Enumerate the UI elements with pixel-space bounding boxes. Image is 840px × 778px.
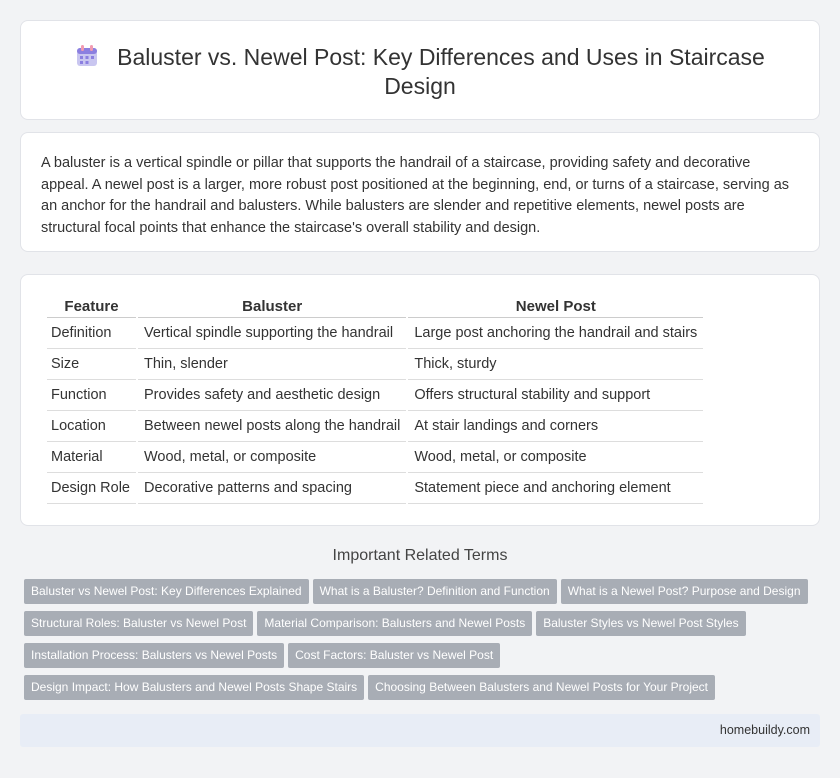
table-cell: Definition (47, 318, 136, 349)
related-tag[interactable]: Installation Process: Balusters vs Newel Posts (24, 643, 284, 668)
footer (20, 714, 820, 747)
related-tag[interactable]: What is a Baluster? Definition and Function (313, 579, 557, 604)
table-cell: Large post anchoring the handrail and stairs (408, 318, 703, 349)
table-cell: Location (47, 411, 136, 442)
table-header-cell: Baluster (138, 295, 406, 318)
calendar-icon (75, 44, 99, 68)
related-tag[interactable]: Choosing Between Balusters and Newel Posts for Your Project (368, 675, 715, 700)
related-tag[interactable]: Baluster vs Newel Post: Key Differences Explained (24, 579, 309, 604)
related-tag[interactable]: Baluster Styles vs Newel Post Styles (536, 611, 745, 636)
comparison-table (45, 295, 705, 504)
table-cell: Material (47, 442, 136, 473)
table-cell: Thick, sturdy (408, 349, 703, 380)
table-row (47, 318, 703, 349)
table-cell: Size (47, 349, 136, 380)
table-cell: Thin, slender (138, 349, 406, 380)
table-header-row (47, 295, 703, 318)
related-tag[interactable]: Material Comparison: Balusters and Newel Posts (257, 611, 532, 636)
footer-site[interactable]: homebuildy.com (719, 723, 810, 737)
table-cell: Wood, metal, or composite (408, 442, 703, 473)
table-header-cell: Feature (47, 295, 136, 318)
table-cell: Offers structural stability and support (408, 380, 703, 411)
related-tags (24, 579, 824, 707)
table-cell: Statement piece and anchoring element (408, 473, 703, 504)
page-title-text: Baluster vs. Newel Post: Key Differences and Uses in Staircase Design (117, 44, 765, 99)
related-tag[interactable]: Design Impact: How Balusters and Newel Posts Shape Stairs (24, 675, 364, 700)
intro-paragraph: A baluster is a vertical spindle or pillar that supports the handrail of a staircase, providing safety and decorative appeal. A newel post is a larger, more robust post positioned at the beginning, end, or turns of a staircase, serving as an anchor for the handrail and balusters. While balusters are slender and repetitive elements, newel posts are structural focal points that enhance the staircase's overall stability and design. (41, 155, 790, 236)
table-cell: Function (47, 380, 136, 411)
table-row (47, 349, 703, 380)
page-title (51, 43, 789, 101)
table-cell: At stair landings and corners (408, 411, 703, 442)
table-cell: Vertical spindle supporting the handrail (138, 318, 406, 349)
table-cell: Provides safety and aesthetic design (138, 380, 406, 411)
intro-card (20, 132, 820, 252)
table-cell: Decorative patterns and spacing (138, 473, 406, 504)
table-row (47, 442, 703, 473)
related-tag[interactable]: Structural Roles: Baluster vs Newel Post (24, 611, 253, 636)
table-cell: Between newel posts along the handrail (138, 411, 406, 442)
table-cell: Design Role (47, 473, 136, 504)
comparison-card (20, 274, 820, 526)
table-cell: Wood, metal, or composite (138, 442, 406, 473)
related-terms-title: Important Related Terms (332, 547, 508, 564)
related-tag[interactable]: What is a Newel Post? Purpose and Design (561, 579, 808, 604)
header-card (20, 20, 820, 120)
table-row (47, 380, 703, 411)
related-tag[interactable]: Cost Factors: Baluster vs Newel Post (288, 643, 500, 668)
table-header-cell: Newel Post (408, 295, 703, 318)
table-row (47, 411, 703, 442)
table-row (47, 473, 703, 504)
